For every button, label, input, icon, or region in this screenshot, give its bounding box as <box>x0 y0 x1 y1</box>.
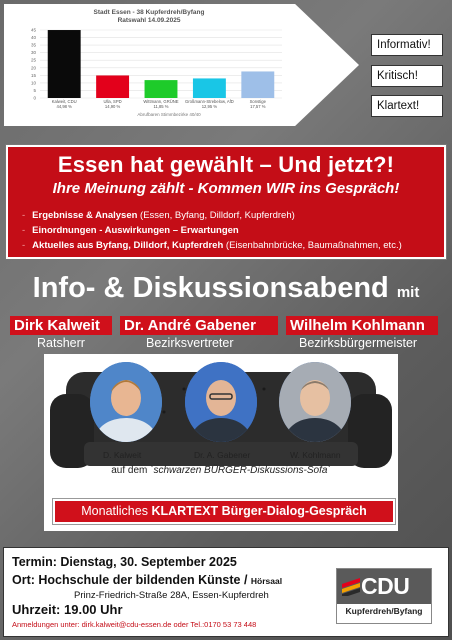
headline-box <box>6 145 446 259</box>
event-date: Termin: Dienstag, 30. September 2025 <box>12 555 237 569</box>
y-tick-label: 5 <box>33 87 36 93</box>
event-location: Ort: Hochschule der bildenden Künste / Hörsaal <box>12 573 283 587</box>
speaker-role: Bezirksbürgermeister <box>299 336 418 350</box>
tag-kritisch: Kritisch! <box>371 65 443 87</box>
y-tick-label: 25 <box>30 57 36 63</box>
y-tick-label: 20 <box>30 65 36 71</box>
speaker-role: Ratsherr <box>37 336 85 350</box>
speaker-portrait-kalweit <box>90 362 162 442</box>
speaker-role: Bezirksvertreter <box>146 336 234 350</box>
portrait-caption: D. Kalweit <box>103 450 142 460</box>
logo-stripes-icon <box>342 578 360 596</box>
event-time: Uhrzeit: 19.00 Uhr <box>12 602 123 617</box>
speaker-name: Dirk Kalweit <box>14 317 100 334</box>
bullet-item: - Einordnungen - Auswirkungen – Erwartungen <box>22 225 239 236</box>
tag-informativ: Informativ! <box>371 34 443 56</box>
y-tick-label: 30 <box>30 50 36 56</box>
bar <box>96 75 129 98</box>
tag-klartext: Klartext! <box>371 95 443 117</box>
bar <box>241 71 274 98</box>
bar <box>145 80 178 98</box>
logo-text: CDU <box>361 573 410 599</box>
election-chart <box>4 4 359 126</box>
bullet-item: - Aktuelles aus Byfang, Dilldorf, Kupferdreh (Eisenbahnbrücke, Baumaßnahmen, etc.) <box>22 240 402 251</box>
portrait-caption: Dr. A. Gabener <box>194 450 251 460</box>
speaker-portrait-gabener <box>185 362 257 442</box>
bar-value-label: 14,90 % <box>104 104 121 109</box>
cdu-logo <box>336 568 432 624</box>
x-tick-label: Ulla, SPD <box>103 99 122 104</box>
bar-value-label: 44,98 % <box>56 104 72 109</box>
x-tick-label: Kalweit, CDU <box>51 99 77 104</box>
portrait-caption: W. Kohlmann <box>290 450 341 460</box>
y-tick-label: 10 <box>30 80 36 86</box>
bar <box>48 30 81 98</box>
y-tick-label: 35 <box>30 42 36 48</box>
bar-value-label: 11,85 % <box>153 104 169 109</box>
bar-value-label: 12,95 % <box>201 104 218 109</box>
monthly-dialog-banner: Monatliches KLARTEXT Bürger-Dialog-Gespräch <box>53 499 395 524</box>
event-title: Info- & Diskussionsabend mit <box>32 272 420 304</box>
registration-contact: Anmeldungen unter: dirk.kalweit@cdu-essen.de oder Tel.:0170 53 73 448 <box>12 620 257 629</box>
x-tick-label: Sonstige <box>249 99 266 104</box>
bar <box>193 78 226 98</box>
y-tick-label: 40 <box>30 35 36 41</box>
logo-subtitle: Kupferdreh/Byfang <box>345 606 423 616</box>
bullet-item: - Ergebnisse & Analysen (Essen, Byfang, Dilldorf, Kupferdreh) <box>22 210 295 221</box>
bar-value-label: 17,57 % <box>250 104 266 109</box>
chart-title: Stadt Essen - 38 Kupferdreh/Byfang <box>93 9 205 16</box>
x-tick-label: Wittmann, GRÜNE <box>143 99 179 104</box>
speaker-portrait-kohlmann <box>279 362 351 442</box>
sofa-caption: auf dem `schwarzen BÜRGER-Diskussions-Sofa` <box>111 465 331 476</box>
chart-subtitle: Ratswahl 14.09.2025 <box>117 17 181 24</box>
speaker-name: Dr. André Gabener <box>124 317 256 334</box>
chart-xlabel: Abrufbaren Stimmbezirke 40/40 <box>137 112 201 117</box>
y-tick-label: 15 <box>30 72 36 78</box>
headline: Essen hat gewählt – Und jetzt?! <box>57 152 395 177</box>
x-tick-label: Großmann-Strebelow, AfD <box>184 99 234 104</box>
subheadline: Ihre Meinung zählt - Kommen WIR ins Gespräch! <box>52 180 400 197</box>
y-tick-label: 0 <box>33 95 36 101</box>
y-tick-label: 45 <box>30 27 36 33</box>
speaker-name: Wilhelm Kohlmann <box>290 317 425 334</box>
event-address: Prinz-Friedrich-Straße 28A, Essen-Kupferdreh <box>74 590 269 601</box>
